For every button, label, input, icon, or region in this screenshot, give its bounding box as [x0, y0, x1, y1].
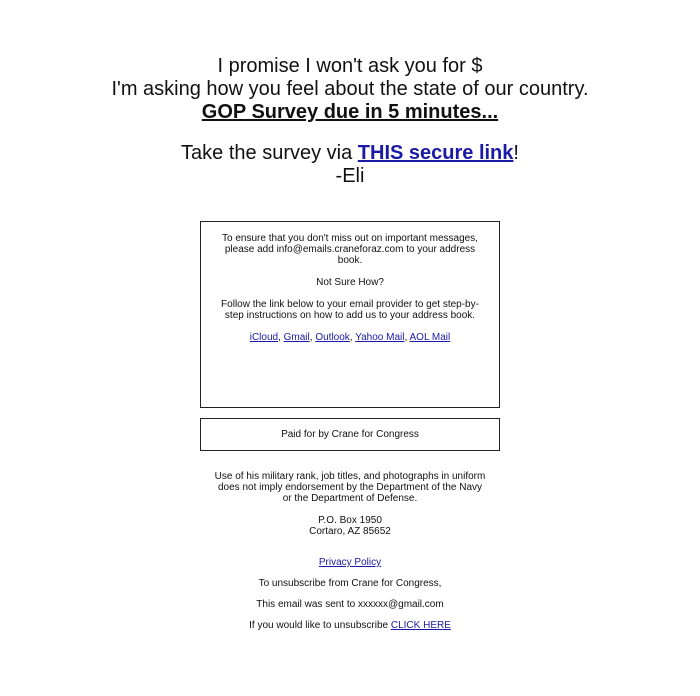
cta-prefix: Take the survey via [181, 142, 358, 164]
footer-spacer [200, 504, 500, 515]
unsubscribe-from-text: To unsubscribe from Crane for Congress, [258, 578, 442, 589]
provider-link-aol[interactable]: AOL Mail [409, 332, 451, 343]
provider-links: iCloud, Gmail, Outlook, Yahoo Mail, AOL Mail [249, 332, 451, 343]
sent-to-text: This email was sent to xxxxxx@gmail.com [256, 599, 444, 610]
paid-for-box [200, 418, 500, 451]
unsubscribe-prefix: If you would like to unsubscribe [249, 620, 391, 631]
cta-suffix: ! [513, 142, 519, 164]
address-book-message: To ensure that you don't miss out on important messages, please add info@emails.craneforaz.com to your address book. [222, 233, 478, 266]
instructions-text: Follow the link below to your email provider to get step-by-step instructions on how to add us to your address book. [221, 299, 479, 321]
paid-for-text: Paid for by Crane for Congress [281, 429, 419, 440]
provider-link-outlook[interactable]: Outlook [315, 332, 350, 343]
survey-headline: GOP Survey due in 5 minutes... [201, 101, 499, 123]
footer-spacer [200, 568, 500, 578]
footer [200, 471, 500, 631]
signature: -Eli [335, 165, 365, 187]
secure-survey-link[interactable]: THIS secure link [357, 142, 514, 164]
provider-link-icloud[interactable]: iCloud [249, 332, 279, 343]
unsubscribe-link[interactable]: CLICK HERE [390, 620, 451, 631]
hero-section [0, 55, 700, 188]
privacy-policy-link[interactable]: Privacy Policy [318, 557, 382, 568]
question-line: I'm asking how you feel about the state of our country. [111, 78, 589, 100]
address-line-2: Cortaro, AZ 85652 [309, 526, 391, 537]
cta-line [0, 142, 700, 165]
footer-spacer [200, 589, 500, 599]
address-book-box [200, 221, 500, 408]
provider-link-yahoo[interactable]: Yahoo Mail [355, 332, 405, 343]
military-disclaimer: Use of his military rank, job titles, and photographs in uniform does not imply endorsement by the Department of the Navy or the Department of Defense. [214, 471, 486, 504]
address-line-1: P.O. Box 1950 [318, 515, 382, 526]
footer-spacer [200, 610, 500, 620]
footer-spacer [200, 537, 500, 557]
not-sure-label: Not Sure How? [316, 277, 384, 288]
unsubscribe-row [200, 620, 500, 631]
privacy-row [200, 557, 500, 568]
provider-link-gmail[interactable]: Gmail [283, 332, 310, 343]
promise-line: I promise I won't ask you for $ [217, 55, 483, 77]
hero-spacer [0, 124, 700, 142]
